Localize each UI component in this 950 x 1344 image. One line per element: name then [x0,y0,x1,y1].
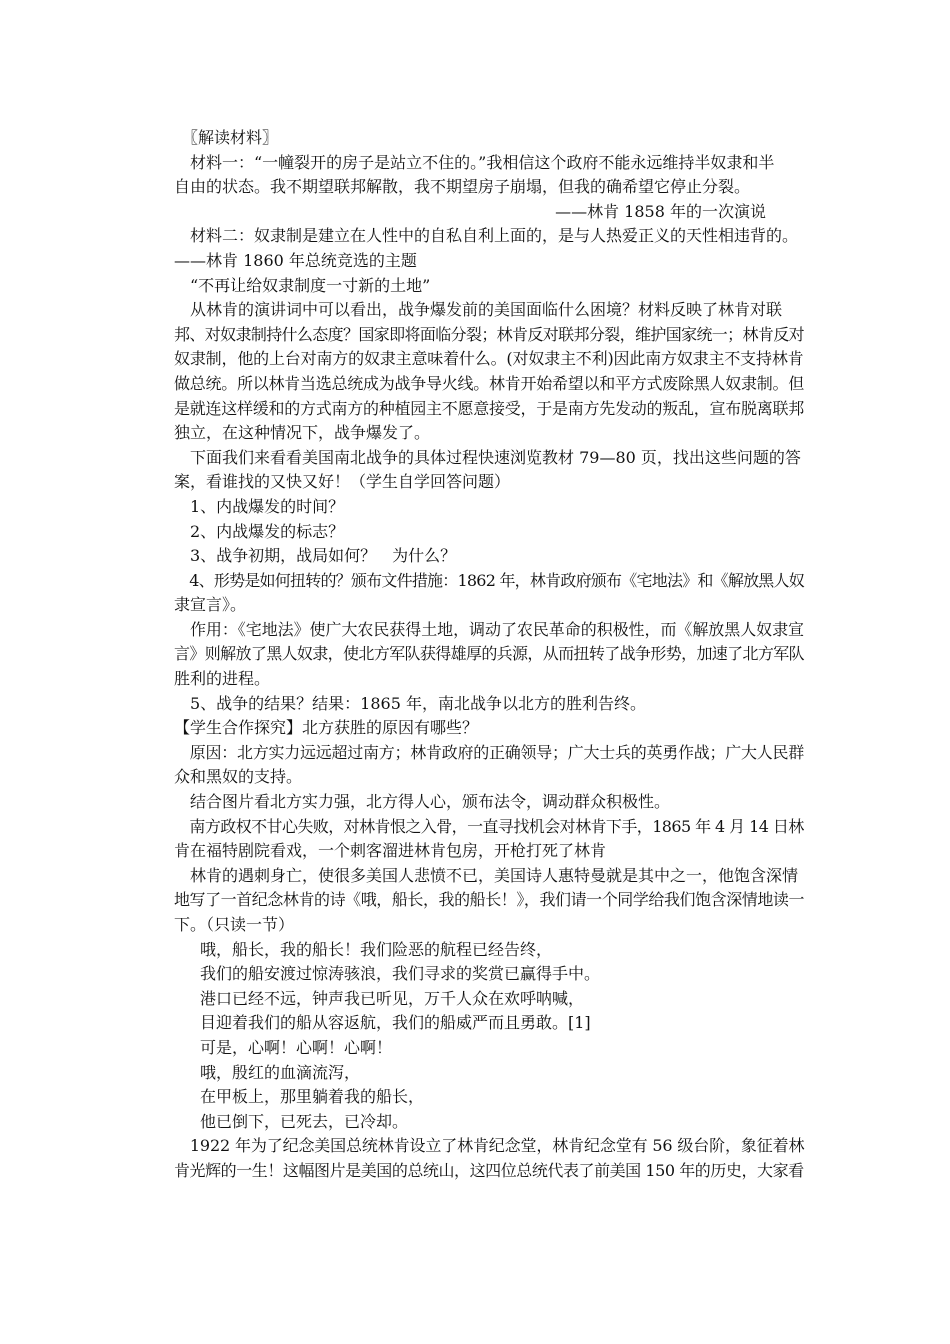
text-line: 〖解读材料〗 [174,128,279,147]
text-line: 【学生合作探究】北方获胜的原因有哪些？ [174,718,479,738]
text-line: 邦、对奴隶制持什么态度？国家即将面临分裂；林肯反对联邦分裂，维护国家统一；林肯反对 [174,324,805,344]
text-line: 2、内战爆发的标志？ [174,521,345,541]
document-body [174,126,804,1184]
text-line: 奴隶制，他的上台对南方的奴隶主意味着什么。(对奴隶主不利)因此南方奴隶主不支持林肯 [174,349,804,369]
text-line: 4、形势是如何扭转的？颁布文件措施：1862 年，林肯政府颁布《宅地法》和《解放黑人奴 [174,570,804,590]
text-line: 5、战争的结果？结果：1865 年，南北战争以北方的胜利告终。 [174,693,646,713]
text-line: 港口已经不远，钟声我已听见，万千人众在欢呼呐喊， [184,988,585,1008]
text-line: 从林肯的演讲词中可以看出，战争爆发前的美国面临什么困境？材料反映了林肯对联 [174,300,783,320]
text-line: 哦，殷红的血滴流泻， [184,1062,361,1082]
text-line: 众和黑奴的支持。 [174,767,303,787]
text-line: 材料二：奴隶制是建立在人性中的自私自利上面的，是与人热爱正义的天性相违背的。 [174,226,799,246]
text-line: 案，看谁找的又快又好！（学生自学回答问题） [174,472,511,492]
text-line: 肯光辉的一生！这幅图片是美国的总统山，这四位总统代表了前美国 150 年的历史，大家看 [174,1160,804,1180]
text-line: 1、内战爆发的时间？ [174,496,345,516]
text-line: 3、战争初期，战局如何？ 为什么？ [174,546,457,566]
text-line: 言》则解放了黑人奴隶，使北方军队获得雄厚的兵源，从而扭转了战争形势，加速了北方军队 [174,644,805,664]
text-line: ——林肯 1860 年总统竞选的主题 [174,250,417,270]
text-line: 林肯的遇刺身亡，使很多美国人悲愤不已，美国诗人惠特曼就是其中之一，他饱含深情 [174,865,799,885]
text-line: 隶宣言》。 [174,595,247,615]
text-line: “不再让给奴隶制度一寸新的土地” [174,275,431,295]
text-line: 作用：《宅地法》使广大农民获得土地，调动了农民革命的积极性，而《解放黑人奴隶宣 [174,619,805,639]
text-line: 做总统。所以林肯当选总统成为战争导火线。林肯开始希望以和平方式废除黑人奴隶制。但 [174,373,805,393]
text-line: 我们的船安渡过惊涛骇浪，我们寻求的奖赏已赢得手中。 [184,964,601,984]
text-line: 肯在福特剧院看戏，一个刺客溜进林肯包房，开枪打死了林肯 [174,841,607,861]
text-line: 材料一：“一幢裂开的房子是站立不住的。”我相信这个政府不能永远维持半奴隶和半 [174,152,775,172]
text-line: 下。（只读一节） [174,915,295,934]
text-line: 南方政权不甘心失败，对林肯恨之入骨，一直寻找机会对林肯下手，1865 年 4 月 14 日林 [174,816,804,836]
text-line: 哦，船长，我的船长！我们险恶的航程已经告终， [184,939,553,959]
text-line: 独立，在这种情况下，战争爆发了。 [174,423,431,443]
text-line: 结合图片看北方实力强，北方得人心，颁布法令，调动群众积极性。 [174,792,671,812]
text-line: ——林肯 1858 年的一次演说 [555,201,766,221]
text-line: 是就连这样缓和的方式南方的种植园主不愿意接受，于是南方先发动的叛乱，宣布脱离联邦 [174,398,805,418]
text-line: 原因：北方实力远远超过南方；林肯政府的正确领导；广大士兵的英勇作战；广大人民群 [174,742,805,762]
text-line: 可是，心啊！心啊！心啊！ [184,1037,393,1057]
text-line: 自由的状态。我不期望联邦解散，我不期望房子崩塌，但我的确希望它停止分裂。 [174,177,751,197]
text-line: 地写了一首纪念林肯的诗《哦，船长，我的船长！》，我们请一个同学给我们饱含深情地读一 [174,890,805,910]
text-line: 目迎着我们的船从容返航，我们的船威严而且勇敢。[1] [184,1013,591,1033]
text-line: 在甲板上，那里躺着我的船长， [184,1087,425,1107]
text-line: 下面我们来看看美国南北战争的具体过程快速浏览教材 79—80 页，找出这些问题的答 [174,447,801,467]
text-line: 1922 年为了纪念美国总统林肯设立了林肯纪念堂，林肯纪念堂有 56 级台阶，象征着林 [174,1136,805,1156]
text-line: 胜利的进程。 [174,669,271,689]
text-line: 他已倒下，已死去，已冷却。 [184,1111,409,1131]
